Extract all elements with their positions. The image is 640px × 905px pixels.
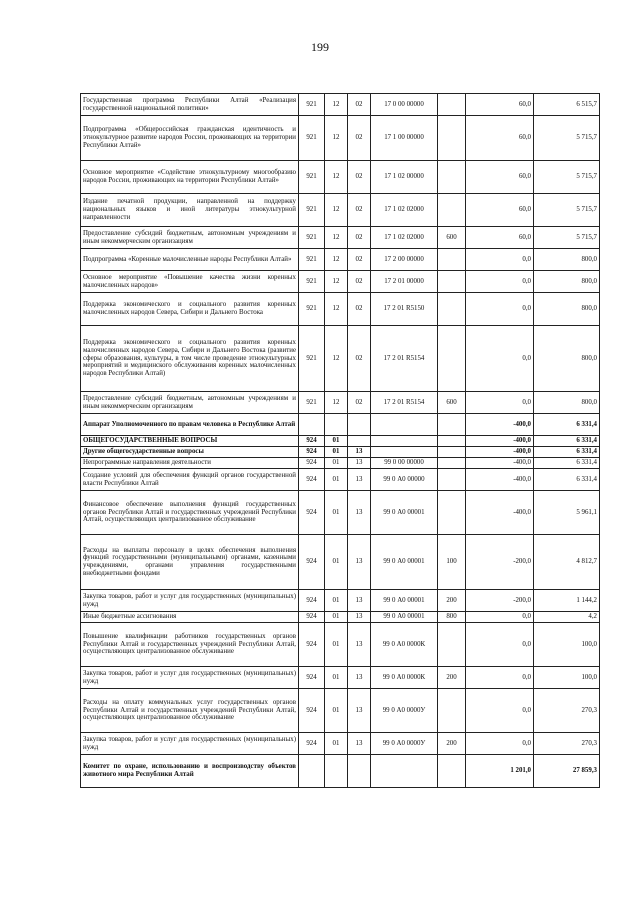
amount-change: 0,0 xyxy=(466,271,534,293)
amount-total: 5 715,7 xyxy=(534,194,600,227)
expense-type xyxy=(438,689,466,733)
table-row xyxy=(81,161,600,194)
section-code: 01 xyxy=(325,535,348,590)
section-code: 12 xyxy=(325,293,348,326)
ministry-code: 924 xyxy=(299,733,325,755)
amount-total: 4,2 xyxy=(534,612,600,623)
subsection-code: 02 xyxy=(348,249,371,271)
amount-change: 60,0 xyxy=(466,227,534,249)
table-row xyxy=(81,194,600,227)
amount-change: -400,0 xyxy=(466,447,534,458)
amount-change: -400,0 xyxy=(466,414,534,436)
ministry-code: 924 xyxy=(299,590,325,612)
subsection-code: 13 xyxy=(348,623,371,667)
subsection-code: 02 xyxy=(348,271,371,293)
row-name: Расходы на выплаты персоналу в целях обеспечения выполнения функций государственными (муниципальными) органами, казенными учреждениями, органами управления государственными внебюджетными фондами xyxy=(81,535,299,590)
amount-change: 60,0 xyxy=(466,94,534,116)
subsection-code: 02 xyxy=(348,227,371,249)
row-name: Подпрограмма «Коренные малочисленные народы Республики Алтай» xyxy=(81,249,299,271)
row-name: Другие общегосударственные вопросы xyxy=(81,447,299,458)
row-name: Непрограммные направления деятельности xyxy=(81,458,299,469)
expense-type xyxy=(438,326,466,392)
subsection-code: 02 xyxy=(348,161,371,194)
table-row xyxy=(81,392,600,414)
table-row xyxy=(81,491,600,535)
expense-type xyxy=(438,414,466,436)
section-code xyxy=(325,414,348,436)
table-row xyxy=(81,469,600,491)
subsection-code: 13 xyxy=(348,612,371,623)
target-article: 17 1 02 02000 xyxy=(371,194,438,227)
target-article: 17 0 00 00000 xyxy=(371,94,438,116)
expense-type xyxy=(438,491,466,535)
amount-total: 800,0 xyxy=(534,293,600,326)
amount-change: 0,0 xyxy=(466,733,534,755)
table-row xyxy=(81,733,600,755)
ministry-code: 921 xyxy=(299,161,325,194)
target-article xyxy=(371,436,438,447)
row-name: Аппарат Уполномоченного по правам человека в Республике Алтай xyxy=(81,414,299,436)
table-row xyxy=(81,94,600,116)
amount-total: 1 144,2 xyxy=(534,590,600,612)
section-code: 12 xyxy=(325,194,348,227)
ministry-code: 924 xyxy=(299,535,325,590)
row-name: Государственная программа Республики Алтай «Реализация государственной национальной политики» xyxy=(81,94,299,116)
amount-total: 800,0 xyxy=(534,249,600,271)
amount-total: 270,3 xyxy=(534,689,600,733)
subsection-code: 13 xyxy=(348,590,371,612)
subsection-code: 02 xyxy=(348,326,371,392)
ministry-code xyxy=(299,755,325,788)
subsection-code: 13 xyxy=(348,667,371,689)
ministry-code: 924 xyxy=(299,436,325,447)
target-article xyxy=(371,755,438,788)
table-row xyxy=(81,667,600,689)
subsection-code: 13 xyxy=(348,535,371,590)
row-name: Основное мероприятие «Содействие этнокультурному многообразию народов России, проживающих на территории Республики Алтай» xyxy=(81,161,299,194)
amount-total: 800,0 xyxy=(534,326,600,392)
section-code: 01 xyxy=(325,447,348,458)
target-article: 99 0 А0 0000У xyxy=(371,733,438,755)
expense-type: 800 xyxy=(438,612,466,623)
expense-type xyxy=(438,458,466,469)
expense-type xyxy=(438,94,466,116)
table-row xyxy=(81,535,600,590)
target-article: 99 0 А0 00001 xyxy=(371,612,438,623)
amount-total: 6 331,4 xyxy=(534,469,600,491)
subsection-code: 13 xyxy=(348,447,371,458)
ministry-code: 924 xyxy=(299,623,325,667)
table-row xyxy=(81,271,600,293)
amount-total: 800,0 xyxy=(534,271,600,293)
row-name: Закупка товаров, работ и услуг для государственных (муниципальных) нужд xyxy=(81,667,299,689)
row-name: Повышение квалификации работников государственных органов Республики Алтай и государственных учреждений Республики Алтай, осуществляющих централизованное обслуживание xyxy=(81,623,299,667)
amount-change: -200,0 xyxy=(466,535,534,590)
section-code: 12 xyxy=(325,161,348,194)
table-row xyxy=(81,227,600,249)
amount-change: -400,0 xyxy=(466,491,534,535)
amount-change: 1 201,0 xyxy=(466,755,534,788)
ministry-code: 921 xyxy=(299,271,325,293)
expense-type: 200 xyxy=(438,733,466,755)
subsection-code: 02 xyxy=(348,392,371,414)
table-row xyxy=(81,414,600,436)
amount-change: 0,0 xyxy=(466,326,534,392)
subsection-code: 13 xyxy=(348,469,371,491)
amount-change: 60,0 xyxy=(466,194,534,227)
amount-total: 6 331,4 xyxy=(534,447,600,458)
amount-change: 60,0 xyxy=(466,161,534,194)
amount-change: 0,0 xyxy=(466,689,534,733)
expense-type: 200 xyxy=(438,667,466,689)
subsection-code xyxy=(348,414,371,436)
amount-change: 0,0 xyxy=(466,249,534,271)
row-name: Подпрограмма «Общероссийская гражданская идентичность и этнокультурное развитие народов России, проживающих на территории Республики Алтай» xyxy=(81,116,299,161)
ministry-code: 921 xyxy=(299,249,325,271)
table-row xyxy=(81,436,600,447)
ministry-code: 924 xyxy=(299,458,325,469)
expense-type xyxy=(438,755,466,788)
subsection-code: 13 xyxy=(348,689,371,733)
amount-change: 60,0 xyxy=(466,116,534,161)
row-name: Поддержка экономического и социального развития коренных малочисленных народов Севера, Сибири и Дальнего Востока (развитие сферы образования, культуры, в том числе проведение этнокультурных мероприятий и медицинского обслуживания коренных малочисленных народов Республики Алтай) xyxy=(81,326,299,392)
expense-type: 600 xyxy=(438,392,466,414)
page-number: 199 xyxy=(311,40,329,54)
table-row xyxy=(81,326,600,392)
row-name: Создание условий для обеспечения функций органов государственной власти Республики Алтай xyxy=(81,469,299,491)
amount-total: 4 812,7 xyxy=(534,535,600,590)
row-name: Издание печатной продукции, направленной на поддержку национальных языков и иной литературы этнокультурной направленности xyxy=(81,194,299,227)
ministry-code: 921 xyxy=(299,116,325,161)
section-code: 12 xyxy=(325,271,348,293)
target-article: 99 0 А0 0000К xyxy=(371,623,438,667)
row-name: Иные бюджетные ассигнования xyxy=(81,612,299,623)
subsection-code xyxy=(348,755,371,788)
target-article: 99 0 00 00000 xyxy=(371,458,438,469)
expense-type xyxy=(438,623,466,667)
table-row xyxy=(81,612,600,623)
ministry-code: 921 xyxy=(299,227,325,249)
ministry-code: 924 xyxy=(299,667,325,689)
target-article: 17 2 01 00000 xyxy=(371,271,438,293)
section-code: 01 xyxy=(325,667,348,689)
section-code: 01 xyxy=(325,491,348,535)
row-name: Финансовое обеспечение выполнения функций государственных органов Республики Алтай и государственных учреждений Республики Алтай, осуществляющих централизованное обслуживание xyxy=(81,491,299,535)
target-article: 17 2 00 00000 xyxy=(371,249,438,271)
amount-total: 6 515,7 xyxy=(534,94,600,116)
amount-total: 5 961,1 xyxy=(534,491,600,535)
table-row xyxy=(81,293,600,326)
table-row xyxy=(81,249,600,271)
amount-change: -400,0 xyxy=(466,458,534,469)
target-article: 17 1 02 02000 xyxy=(371,227,438,249)
section-code: 12 xyxy=(325,392,348,414)
target-article: 17 1 00 00000 xyxy=(371,116,438,161)
target-article: 99 0 А0 00001 xyxy=(371,590,438,612)
ministry-code: 924 xyxy=(299,447,325,458)
expense-type xyxy=(438,293,466,326)
section-code: 12 xyxy=(325,227,348,249)
subsection-code: 13 xyxy=(348,733,371,755)
table-row xyxy=(81,447,600,458)
section-code: 01 xyxy=(325,623,348,667)
target-article: 17 2 01 R5154 xyxy=(371,326,438,392)
expense-type: 200 xyxy=(438,590,466,612)
section-code: 12 xyxy=(325,94,348,116)
budget-table xyxy=(80,93,600,788)
amount-total: 270,3 xyxy=(534,733,600,755)
expense-type xyxy=(438,447,466,458)
expense-type xyxy=(438,271,466,293)
subsection-code: 13 xyxy=(348,491,371,535)
ministry-code: 921 xyxy=(299,326,325,392)
section-code: 01 xyxy=(325,458,348,469)
amount-total: 100,0 xyxy=(534,667,600,689)
table-row xyxy=(81,755,600,788)
table-row xyxy=(81,590,600,612)
expense-type xyxy=(438,469,466,491)
section-code: 01 xyxy=(325,689,348,733)
section-code: 12 xyxy=(325,326,348,392)
target-article: 99 0 А0 00000 xyxy=(371,469,438,491)
amount-change: -200,0 xyxy=(466,590,534,612)
ministry-code: 921 xyxy=(299,94,325,116)
ministry-code: 921 xyxy=(299,194,325,227)
row-name: Поддержка экономического и социального развития коренных малочисленных народов Севера, Сибири и Дальнего Востока xyxy=(81,293,299,326)
amount-total: 27 859,3 xyxy=(534,755,600,788)
expense-type: 600 xyxy=(438,227,466,249)
target-article: 17 1 02 00000 xyxy=(371,161,438,194)
row-name: ОБЩЕГОСУДАРСТВЕННЫЕ ВОПРОСЫ xyxy=(81,436,299,447)
row-name: Предоставление субсидий бюджетным, автономным учреждениям и иным некоммерческим организациям xyxy=(81,392,299,414)
expense-type xyxy=(438,194,466,227)
target-article: 99 0 А0 0000У xyxy=(371,689,438,733)
subsection-code: 02 xyxy=(348,293,371,326)
amount-total: 5 715,7 xyxy=(534,161,600,194)
subsection-code: 02 xyxy=(348,94,371,116)
expense-type xyxy=(438,249,466,271)
amount-total: 5 715,7 xyxy=(534,227,600,249)
target-article xyxy=(371,414,438,436)
ministry-code: 921 xyxy=(299,293,325,326)
ministry-code xyxy=(299,414,325,436)
target-article: 17 2 01 R5154 xyxy=(371,392,438,414)
section-code: 01 xyxy=(325,590,348,612)
row-name: Закупка товаров, работ и услуг для государственных (муниципальных) нужд xyxy=(81,733,299,755)
row-name: Основное мероприятие «Повышение качества жизни коренных малочисленных народов» xyxy=(81,271,299,293)
amount-change: -400,0 xyxy=(466,436,534,447)
ministry-code: 924 xyxy=(299,689,325,733)
target-article: 99 0 А0 0000К xyxy=(371,667,438,689)
amount-change: 0,0 xyxy=(466,667,534,689)
target-article: 99 0 А0 00001 xyxy=(371,491,438,535)
section-code: 01 xyxy=(325,436,348,447)
table-row xyxy=(81,458,600,469)
ministry-code: 924 xyxy=(299,469,325,491)
amount-total: 6 331,4 xyxy=(534,458,600,469)
section-code: 01 xyxy=(325,612,348,623)
section-code: 01 xyxy=(325,469,348,491)
subsection-code: 13 xyxy=(348,458,371,469)
row-name: Расходы на оплату коммунальных услуг государственных органов Республики Алтай и государственных учреждений Республики Алтай, осуществляющих централизованное обслуживание xyxy=(81,689,299,733)
expense-type xyxy=(438,161,466,194)
expense-type xyxy=(438,116,466,161)
amount-change: 0,0 xyxy=(466,612,534,623)
table-row xyxy=(81,689,600,733)
amount-change: -400,0 xyxy=(466,469,534,491)
subsection-code: 02 xyxy=(348,116,371,161)
subsection-code: 02 xyxy=(348,194,371,227)
amount-total: 5 715,7 xyxy=(534,116,600,161)
target-article xyxy=(371,447,438,458)
amount-total: 800,0 xyxy=(534,392,600,414)
expense-type: 100 xyxy=(438,535,466,590)
row-name: Закупка товаров, работ и услуг для государственных (муниципальных) нужд xyxy=(81,590,299,612)
amount-change: 0,0 xyxy=(466,623,534,667)
target-article: 99 0 А0 00001 xyxy=(371,535,438,590)
ministry-code: 924 xyxy=(299,491,325,535)
amount-change: 0,0 xyxy=(466,392,534,414)
target-article: 17 2 01 R5150 xyxy=(371,293,438,326)
section-code xyxy=(325,755,348,788)
ministry-code: 921 xyxy=(299,392,325,414)
amount-change: 0,0 xyxy=(466,293,534,326)
amount-total: 6 331,4 xyxy=(534,414,600,436)
section-code: 01 xyxy=(325,733,348,755)
table-row xyxy=(81,623,600,667)
ministry-code: 924 xyxy=(299,612,325,623)
amount-total: 100,0 xyxy=(534,623,600,667)
subsection-code xyxy=(348,436,371,447)
row-name: Комитет по охране, использованию и воспроизводству объектов животного мира Республики Алтай xyxy=(81,755,299,788)
expense-type xyxy=(438,436,466,447)
section-code: 12 xyxy=(325,249,348,271)
table-row xyxy=(81,116,600,161)
section-code: 12 xyxy=(325,116,348,161)
amount-total: 6 331,4 xyxy=(534,436,600,447)
row-name: Предоставление субсидий бюджетным, автономным учреждениям и иным некоммерческим организациям xyxy=(81,227,299,249)
